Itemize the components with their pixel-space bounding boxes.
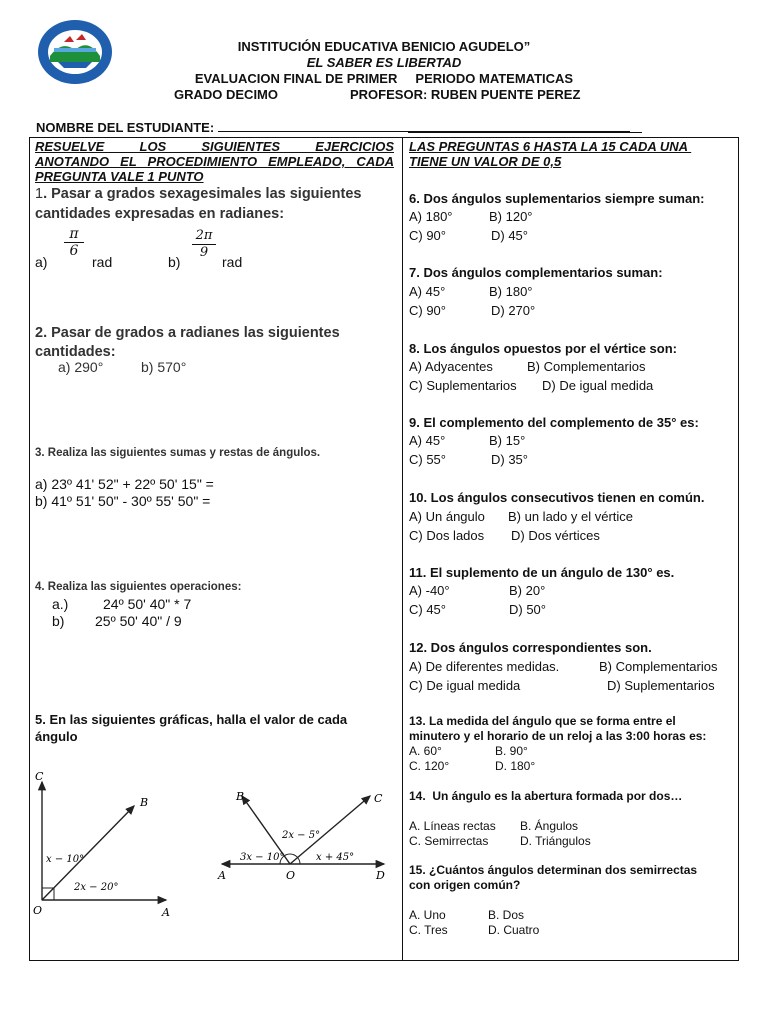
q10-option-a: A) Un ángulo bbox=[409, 509, 485, 524]
q15-option-b: B. Dos bbox=[488, 908, 525, 922]
q14-text: 14. Un ángulo es la abertura formada por dos… bbox=[409, 789, 683, 803]
q14-option-d: D. Triángulos bbox=[520, 834, 591, 848]
fig1-exp-2: 2x − 20° bbox=[74, 882, 119, 893]
q14-option-b: B. Ángulos bbox=[520, 819, 579, 833]
q1-b-label: b) bbox=[168, 254, 181, 270]
q1-b-unit: rad bbox=[222, 254, 243, 270]
q6-option-c: C) 90° bbox=[409, 228, 446, 243]
left-instructions-line2: ANOTANDO EL PROCEDIMIENTO EMPLEADO, CADA bbox=[35, 154, 394, 169]
q9-option-a: A) 45° bbox=[409, 433, 446, 448]
q12-text: 12. Dos ángulos correspondientes son. bbox=[409, 640, 652, 655]
q10-option-b: B) un lado y el vértice bbox=[508, 509, 634, 524]
q1-text-a: 1. Pasar a grados sexagesimales las siguientes bbox=[35, 186, 362, 202]
right-instructions-line2: TIENE UN VALOR DE 0,5 bbox=[409, 154, 562, 169]
q10-option-c: C) Dos lados bbox=[409, 528, 485, 543]
left-instructions-line3: PREGUNTA VALE 1 PUNTO bbox=[35, 169, 204, 184]
fig2-label-a: A bbox=[218, 869, 226, 882]
q13-option-a: A. 60° bbox=[409, 744, 442, 758]
q8-option-b: B) Complementarios bbox=[527, 359, 646, 374]
q3-option-a: a) 23º 41' 52" + 22º 50' 15" = bbox=[35, 476, 214, 492]
fig2-label-o: O bbox=[286, 869, 296, 882]
q12-option-a: A) De diferentes medidas. bbox=[409, 659, 560, 674]
q13-text-b: minutero y el horario de un reloj a las 3:00 horas es: bbox=[409, 729, 707, 743]
q6-option-d: D) 45° bbox=[491, 228, 528, 243]
q6-option-b: B) 120° bbox=[489, 209, 533, 224]
q11-text: 11. El suplemento de un ángulo de 130° es. bbox=[409, 565, 675, 580]
fig2-label-b: B bbox=[236, 790, 245, 803]
q7-option-a: A) 45° bbox=[409, 284, 446, 299]
fig2-label-c: C bbox=[374, 792, 383, 805]
q15-text-b: con origen común? bbox=[409, 878, 521, 892]
fig1-label-a: A bbox=[162, 906, 170, 919]
q8-option-d: D) De igual medida bbox=[542, 378, 654, 393]
q4-text: 4. Realiza las siguientes operaciones: bbox=[35, 581, 242, 593]
q1-a-unit: rad bbox=[92, 254, 113, 270]
q11-option-d: D) 50° bbox=[509, 602, 546, 617]
q14-option-a: A. Líneas rectas bbox=[409, 819, 496, 833]
school-name: INSTITUCIÓN EDUCATIVA BENICIO AGUDELO” bbox=[237, 39, 531, 54]
q5-text-b: ángulo bbox=[35, 729, 78, 744]
q8-text: 8. Los ángulos opuestos por el vértice son: bbox=[409, 341, 677, 356]
q11-option-a: A) -40° bbox=[409, 583, 450, 598]
figure-right-angle bbox=[30, 768, 190, 920]
q13-option-c: C. 120° bbox=[409, 759, 450, 773]
q7-text: 7. Dos ángulos complementarios suman: bbox=[409, 265, 663, 280]
q4-a-expr: 24º 50' 40" * 7 bbox=[103, 596, 192, 612]
fig2-exp-left: 3x − 10° bbox=[240, 852, 285, 863]
grade-label: GRADO DECIMO bbox=[174, 87, 278, 102]
q9-text: 9. El complemento del complemento de 35° es: bbox=[409, 415, 699, 430]
q8-option-a: A) Adyacentes bbox=[409, 359, 493, 374]
q9-option-d: D) 35° bbox=[491, 452, 528, 467]
fig1-label-c: C bbox=[35, 770, 44, 783]
q4-a-label: a.) bbox=[52, 596, 69, 612]
q6-option-a: A) 180° bbox=[409, 209, 453, 224]
exam-title: EVALUACION FINAL DE PRIMER PERIODO MATEMATICAS bbox=[194, 71, 574, 86]
q2-text-b: cantidades: bbox=[35, 344, 116, 360]
q15-option-d: D. Cuatro bbox=[488, 923, 540, 937]
right-instructions-line1: LAS PREGUNTAS 6 HASTA LA 15 CADA UNA bbox=[409, 139, 692, 154]
q7-option-d: D) 270° bbox=[491, 303, 536, 318]
fig2-exp-mid: 2x − 5° bbox=[282, 830, 321, 841]
fig1-label-o: O bbox=[33, 904, 43, 917]
q2-option-a: a) 290° bbox=[58, 359, 104, 375]
student-name-label: NOMBRE DEL ESTUDIANTE: bbox=[36, 120, 218, 135]
q3-text: 3. Realiza las siguientes sumas y restas de ángulos. bbox=[35, 447, 321, 459]
q4-b-expr: 25º 50' 40" / 9 bbox=[95, 613, 182, 629]
q15-option-c: C. Tres bbox=[409, 923, 448, 937]
q1-fraction-b: $\frac{2\pi}{9}$ bbox=[192, 228, 216, 261]
q15-text-a: 15. ¿Cuántos ángulos determinan dos semirrectas bbox=[409, 863, 698, 877]
q10-option-d: D) Dos vértices bbox=[511, 528, 600, 543]
q5-text-a: 5. En las siguientes gráficas, halla el valor de cada bbox=[35, 712, 348, 727]
q3-option-b: b) 41º 51' 50" - 30º 55' 50" = bbox=[35, 493, 211, 509]
q9-option-b: B) 15° bbox=[489, 433, 526, 448]
motto: EL SABER ES LIBERTAD bbox=[306, 55, 462, 70]
q6-text: 6. Dos ángulos suplementarios siempre suman: bbox=[409, 191, 705, 206]
q13-text-a: 13. La medida del ángulo que se forma entre el bbox=[409, 714, 676, 728]
q9-option-c: C) 55° bbox=[409, 452, 446, 467]
q1-a-label: a) bbox=[35, 254, 48, 270]
q11-option-b: B) 20° bbox=[509, 583, 546, 598]
q2-option-b: b) 570° bbox=[141, 359, 187, 375]
answer-underline bbox=[408, 120, 642, 133]
q2-text-a: 2. Pasar de grados a radianes las siguientes bbox=[35, 325, 340, 341]
q12-option-b: B) Complementarios bbox=[599, 659, 718, 674]
q1-text-b: cantidades expresadas en radianes: bbox=[35, 206, 285, 222]
q8-option-c: C) Suplementarios bbox=[409, 378, 517, 393]
fig2-exp-right: x + 45° bbox=[316, 852, 355, 863]
q4-b-label: b) bbox=[52, 613, 65, 629]
q13-option-d: D. 180° bbox=[495, 759, 536, 773]
q7-option-c: C) 90° bbox=[409, 303, 446, 318]
q13-option-b: B. 90° bbox=[495, 744, 528, 758]
column-divider bbox=[402, 137, 403, 961]
q15-option-a: A. Uno bbox=[409, 908, 446, 922]
figure-straight-angle bbox=[214, 786, 394, 886]
fig1-label-b: B bbox=[140, 796, 149, 809]
q12-option-c: C) De igual medida bbox=[409, 678, 521, 693]
q12-option-d: D) Suplementarios bbox=[607, 678, 715, 693]
q14-option-c: C. Semirrectas bbox=[409, 834, 489, 848]
q7-option-b: B) 180° bbox=[489, 284, 533, 299]
q11-option-c: C) 45° bbox=[409, 602, 446, 617]
fig2-label-d: D bbox=[376, 869, 385, 882]
left-instructions-line1: RESUELVE LOS SIGUIENTES EJERCICIOS bbox=[35, 139, 394, 154]
fig1-exp-1: x − 10° bbox=[46, 854, 85, 865]
q10-text: 10. Los ángulos consecutivos tienen en común. bbox=[409, 490, 705, 505]
teacher-label: PROFESOR: RUBEN PUENTE PEREZ bbox=[350, 87, 581, 102]
q1-fraction-a: $\frac{\pi}{6}$ bbox=[64, 226, 84, 259]
